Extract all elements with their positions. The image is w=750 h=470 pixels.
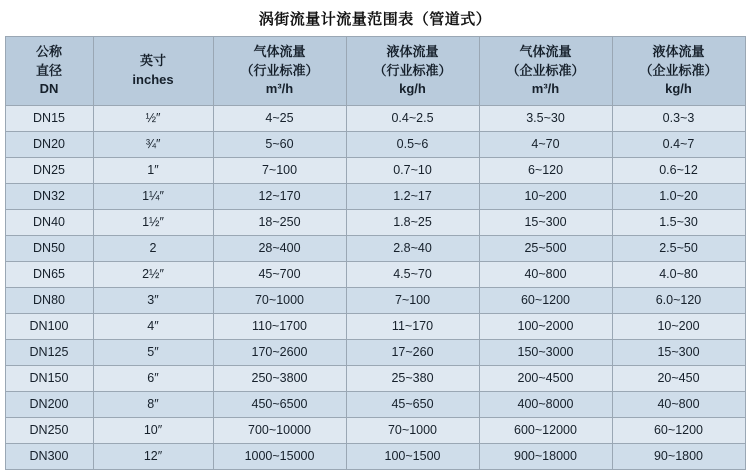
cell-inches: 10″ [93, 418, 213, 444]
cell-nominal-diameter: DN32 [5, 184, 93, 210]
cell-gas-flow-industry: 12~170 [213, 184, 346, 210]
cell-liquid-flow-industry: 4.5~70 [346, 262, 479, 288]
cell-gas-flow-enterprise: 100~2000 [479, 314, 612, 340]
cell-inches: 2½″ [93, 262, 213, 288]
column-header-line-3: DN [39, 81, 59, 97]
table-row [5, 366, 745, 392]
table-row [5, 418, 745, 444]
cell-gas-flow-enterprise: 6~120 [479, 158, 612, 184]
column-header-line-1: 液体流量 [386, 43, 439, 59]
cell-gas-flow-enterprise: 60~1200 [479, 288, 612, 314]
cell-gas-flow-enterprise: 25~500 [479, 236, 612, 262]
cell-liquid-flow-industry: 2.8~40 [346, 236, 479, 262]
cell-liquid-flow-industry: 45~650 [346, 392, 479, 418]
table-header-row [5, 37, 745, 106]
cell-gas-flow-industry: 18~250 [213, 210, 346, 236]
cell-inches: ¾″ [93, 132, 213, 158]
cell-liquid-flow-industry: 25~380 [346, 366, 479, 392]
cell-gas-flow-industry: 4~25 [213, 106, 346, 132]
column-header-line-3: kg/h [665, 81, 692, 97]
cell-nominal-diameter: DN65 [5, 262, 93, 288]
cell-gas-flow-industry: 28~400 [213, 236, 346, 262]
cell-inches: 1″ [93, 158, 213, 184]
table-row [5, 288, 745, 314]
cell-liquid-flow-enterprise: 1.0~20 [612, 184, 745, 210]
column-header-gas-flow-industry [213, 37, 346, 106]
cell-gas-flow-industry: 250~3800 [213, 366, 346, 392]
cell-nominal-diameter: DN250 [5, 418, 93, 444]
cell-nominal-diameter: DN15 [5, 106, 93, 132]
cell-gas-flow-industry: 70~1000 [213, 288, 346, 314]
cell-nominal-diameter: DN150 [5, 366, 93, 392]
cell-inches: 1¼″ [93, 184, 213, 210]
cell-liquid-flow-industry: 11~170 [346, 314, 479, 340]
cell-inches: 8″ [93, 392, 213, 418]
cell-gas-flow-enterprise: 40~800 [479, 262, 612, 288]
cell-gas-flow-enterprise: 900~18000 [479, 444, 612, 470]
column-header-line-1: 公称 [35, 43, 62, 59]
cell-liquid-flow-industry: 0.5~6 [346, 132, 479, 158]
cell-liquid-flow-enterprise: 15~300 [612, 340, 745, 366]
column-header-line-2: （企业标准） [506, 62, 585, 78]
column-header-liquid-flow-industry [346, 37, 479, 106]
cell-nominal-diameter: DN50 [5, 236, 93, 262]
cell-liquid-flow-industry: 0.4~2.5 [346, 106, 479, 132]
cell-nominal-diameter: DN125 [5, 340, 93, 366]
flow-range-table [5, 36, 746, 470]
cell-liquid-flow-enterprise: 20~450 [612, 366, 745, 392]
column-header-line-2: （行业标准） [240, 62, 319, 78]
column-header-line-3: inches [132, 72, 174, 87]
cell-gas-flow-enterprise: 200~4500 [479, 366, 612, 392]
column-header-line-1: 液体流量 [652, 43, 705, 59]
column-header-line-1: 英寸 [139, 53, 166, 69]
cell-nominal-diameter: DN300 [5, 444, 93, 470]
cell-gas-flow-enterprise: 15~300 [479, 210, 612, 236]
table-row [5, 340, 745, 366]
cell-gas-flow-enterprise: 600~12000 [479, 418, 612, 444]
column-header-nominal-diameter [5, 37, 93, 106]
cell-gas-flow-enterprise: 4~70 [479, 132, 612, 158]
column-header-line-3: m³/h [265, 81, 294, 97]
cell-liquid-flow-enterprise: 40~800 [612, 392, 745, 418]
column-header-line-2: 直径 [35, 62, 62, 78]
cell-gas-flow-enterprise: 150~3000 [479, 340, 612, 366]
cell-gas-flow-industry: 700~10000 [213, 418, 346, 444]
column-header-line-1: 气体流量 [253, 43, 306, 59]
cell-gas-flow-enterprise: 400~8000 [479, 392, 612, 418]
table-row [5, 158, 745, 184]
table-row [5, 132, 745, 158]
table-row [5, 262, 745, 288]
cell-inches: 3″ [93, 288, 213, 314]
cell-liquid-flow-industry: 70~1000 [346, 418, 479, 444]
cell-gas-flow-industry: 110~1700 [213, 314, 346, 340]
cell-gas-flow-industry: 1000~15000 [213, 444, 346, 470]
table-header [5, 37, 745, 106]
cell-liquid-flow-industry: 1.8~25 [346, 210, 479, 236]
table-row [5, 236, 745, 262]
cell-gas-flow-industry: 170~2600 [213, 340, 346, 366]
cell-gas-flow-industry: 450~6500 [213, 392, 346, 418]
cell-gas-flow-industry: 45~700 [213, 262, 346, 288]
cell-inches: 4″ [93, 314, 213, 340]
cell-liquid-flow-enterprise: 2.5~50 [612, 236, 745, 262]
cell-inches: 5″ [93, 340, 213, 366]
cell-gas-flow-enterprise: 3.5~30 [479, 106, 612, 132]
column-header-line-2: （企业标准） [639, 62, 718, 78]
column-header-line-3: m³/h [531, 81, 560, 97]
cell-gas-flow-industry: 7~100 [213, 158, 346, 184]
cell-inches: 1½″ [93, 210, 213, 236]
cell-nominal-diameter: DN20 [5, 132, 93, 158]
column-header-line-1: 气体流量 [519, 43, 572, 59]
cell-liquid-flow-enterprise: 0.3~3 [612, 106, 745, 132]
cell-liquid-flow-industry: 0.7~10 [346, 158, 479, 184]
cell-nominal-diameter: DN25 [5, 158, 93, 184]
column-header-inches [93, 37, 213, 106]
cell-liquid-flow-industry: 7~100 [346, 288, 479, 314]
cell-gas-flow-industry: 5~60 [213, 132, 346, 158]
table-row [5, 210, 745, 236]
table-row [5, 444, 745, 470]
cell-liquid-flow-industry: 17~260 [346, 340, 479, 366]
cell-liquid-flow-industry: 100~1500 [346, 444, 479, 470]
table-body [5, 106, 745, 470]
cell-gas-flow-enterprise: 10~200 [479, 184, 612, 210]
table-row [5, 392, 745, 418]
cell-liquid-flow-industry: 1.2~17 [346, 184, 479, 210]
cell-nominal-diameter: DN100 [5, 314, 93, 340]
cell-nominal-diameter: DN80 [5, 288, 93, 314]
cell-liquid-flow-enterprise: 10~200 [612, 314, 745, 340]
cell-liquid-flow-enterprise: 0.4~7 [612, 132, 745, 158]
cell-liquid-flow-enterprise: 60~1200 [612, 418, 745, 444]
column-header-gas-flow-enterprise [479, 37, 612, 106]
table-row [5, 106, 745, 132]
page-title: 涡街流量计流量范围表（管道式） [258, 11, 492, 28]
cell-inches: 12″ [93, 444, 213, 470]
cell-liquid-flow-enterprise: 90~1800 [612, 444, 745, 470]
column-header-line-3: kg/h [399, 81, 426, 97]
cell-inches: 6″ [93, 366, 213, 392]
table-row [5, 314, 745, 340]
cell-nominal-diameter: DN40 [5, 210, 93, 236]
cell-inches: ½″ [93, 106, 213, 132]
cell-nominal-diameter: DN200 [5, 392, 93, 418]
table-row [5, 184, 745, 210]
cell-liquid-flow-enterprise: 0.6~12 [612, 158, 745, 184]
column-header-line-2: （行业标准） [373, 62, 452, 78]
cell-liquid-flow-enterprise: 1.5~30 [612, 210, 745, 236]
cell-inches: 2 [93, 236, 213, 262]
cell-liquid-flow-enterprise: 6.0~120 [612, 288, 745, 314]
column-header-liquid-flow-enterprise [612, 37, 745, 106]
cell-liquid-flow-enterprise: 4.0~80 [612, 262, 745, 288]
